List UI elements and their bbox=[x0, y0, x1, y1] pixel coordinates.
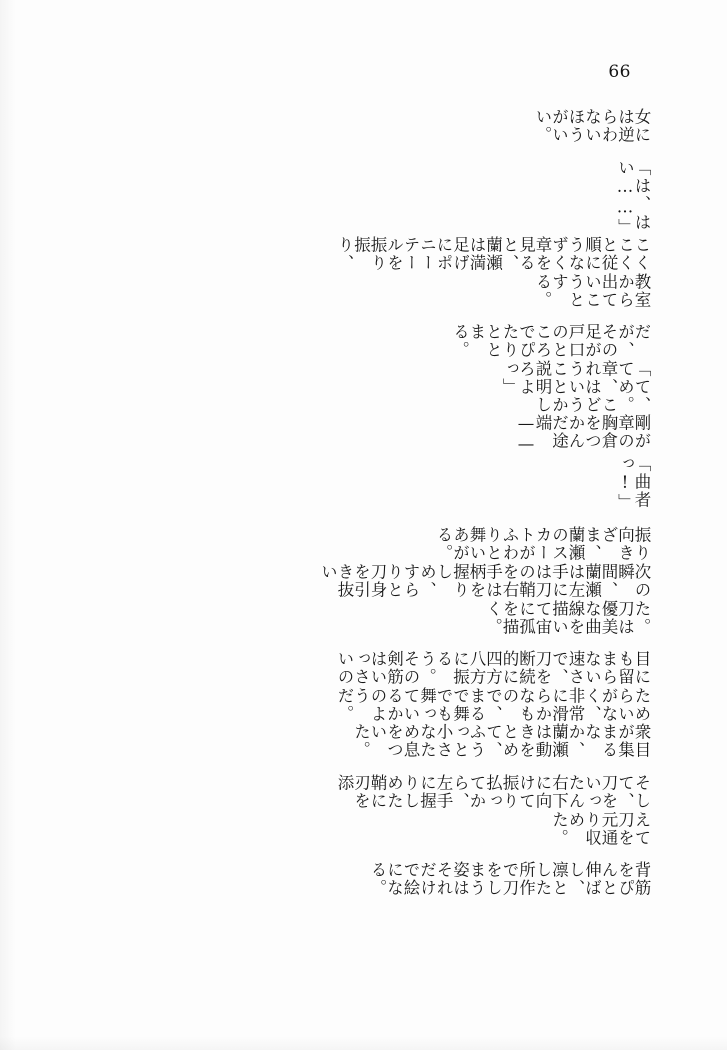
text-column: えて刀を元通り収めた。 bbox=[549, 810, 651, 847]
page-edge-shadow-bottom bbox=[0, 1036, 727, 1050]
text-column: そして、刀をいったん右下に向けて振り払ってから、左手に握りしめた鞘に刃を添 bbox=[335, 774, 651, 811]
text-column: こくこくと従順にうなずく章を見ると、蘭瀬は満足げにポニーテールを振り振り、 bbox=[335, 236, 651, 273]
text-column: 次の瞬間、蘭瀬は左手には刀の鞘を右手は柄を握りしめ、すらりと刀身を引き抜い bbox=[318, 562, 651, 600]
text-column: 背筋をぴんと伸ばし、凛とした所作で刀をしまう姿はそれだけで絵になる。 bbox=[368, 861, 651, 898]
page-edge-shadow-left bbox=[0, 0, 16, 1050]
vertical-text-body bbox=[89, 108, 649, 898]
text-column: 女には逆らわないほうがいい。 bbox=[533, 108, 651, 145]
page-number: 66 bbox=[608, 62, 631, 82]
text-column: 「て、てめ。章、これはどういうことか説明しろよっ」 bbox=[500, 359, 651, 415]
text-column: 衆目が集まるなか、蘭瀬は動きをとめて、ふうっと小さなため息をついた。 bbox=[351, 723, 651, 760]
text-column: だが、その足が戸口のところでぴたりととまる。 bbox=[450, 323, 651, 360]
text-column: 「は、はい……」 bbox=[615, 158, 651, 237]
text-column: 目にも留まらない速さで、刀を断続的に四方八方に振るう。その剣筋はいっさいの bbox=[335, 650, 651, 687]
text-column: 教室から出ていこうとする。 bbox=[533, 272, 651, 309]
text-column: 「曲者っ!」 bbox=[615, 455, 651, 513]
text-column: 振り向きざま、蘭瀬のスカートがふわりと舞いあがる。 bbox=[434, 526, 651, 563]
text-column: た。刀は優美な曲線を描いて宙に孤を描く。 bbox=[483, 599, 651, 636]
text-column: 剛が章の胸倉をつかんだ途端—— bbox=[516, 414, 651, 456]
text-column: ためらいがなく、非常に滑らかなもので、まるで舞でも舞っているかのようだ。 bbox=[335, 686, 651, 724]
